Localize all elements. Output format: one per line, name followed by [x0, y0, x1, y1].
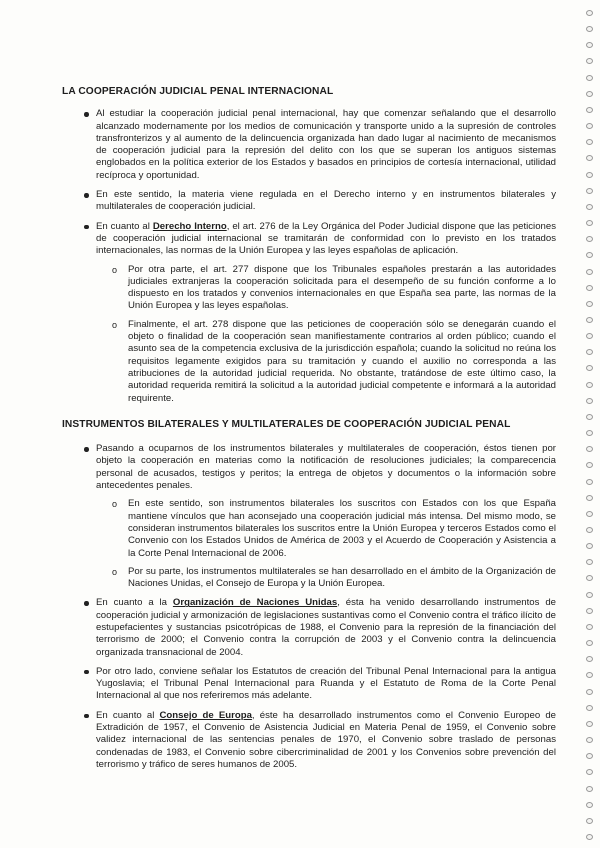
spiral-binding [582, 10, 596, 840]
binding-ring [586, 769, 593, 775]
sub-bullet-paragraph: o Por otra parte, el art. 277 dispone que los Tribunales españoles prestarán a las autoridades judiciales extranjeras la cooperación solicitada para el desempeño de su función conforme a lo dispuesto en los tratados y convenios internacionales en que España sea parte, las normas de la Unión Europea y las leyes españolas. [96, 264, 556, 313]
binding-ring [586, 10, 593, 16]
paragraph-text: En cuanto al [96, 709, 160, 721]
derecho-interno-term: Derecho Interno [152, 220, 227, 232]
binding-ring [586, 479, 593, 485]
binding-ring [586, 705, 593, 711]
binding-ring [586, 172, 593, 178]
paragraph-text: Pasando a ocuparnos de los instrumentos bilaterales y multilaterales de cooperación, éstos tienen por objeto la cooperación en materias como la notificación de resoluciones judiciales; la comparecencia personal de acusados, testigos y peritos; la entrega de objetos y documentos o la información sobre antecedentes penales. [96, 443, 556, 492]
bullet-paragraph [64, 597, 556, 658]
sub-bullet-list [96, 498, 556, 590]
binding-ring [586, 786, 593, 792]
sub-bullet-list [96, 264, 556, 405]
sub-bullet-paragraph: o Por su parte, los instrumentos multilaterales se han desarrollado en el ámbito de la Organización de Naciones Unidas, el Consejo de Europa y la Unión Europea. [96, 566, 556, 591]
binding-ring [586, 91, 593, 97]
binding-ring [586, 834, 593, 840]
paragraph-text: , el art. 276 de la Ley Orgánica del Poder Judicial dispone que las peticiones de cooperación judicial internacional se tramitarán de conformidad con lo previsto en los tratados internacionales, las normas de la Unión Europea y las leyes españolas de aplicación. [96, 220, 556, 257]
binding-ring [586, 559, 593, 565]
binding-ring [586, 543, 593, 549]
binding-ring [586, 333, 593, 339]
binding-ring [586, 818, 593, 824]
section2-bullet-list [64, 443, 556, 771]
binding-ring [586, 301, 593, 307]
binding-ring [586, 317, 593, 323]
binding-ring [586, 220, 593, 226]
onu-term: Organización de Naciones Unidas [172, 597, 338, 609]
bullet-paragraph: Al estudiar la cooperación judicial penal internacional, hay que comenzar señalando que el desarrollo alcanzado modernamente por los medios de comunicación y transporte unido a la supresión de controles transfronterizos y al aumento de la delincuencia organizada han dado lugar al nacimiento de mecanismos de cooperación judicial para la represión del delito con los que se superan los antiguos sistemas englobados en la política exterior de los Estados y basados en principios de cortesía internacional, utilidad recíproca y oportunidad. [64, 108, 556, 182]
document-body [64, 86, 556, 778]
binding-ring [586, 624, 593, 630]
paragraph-text: , ésta ha venido desarrollando instrumentos de cooperación judicial y armonización de legislaciones sustantivas como el Convenio contra el tráfico ilícito de estupefacientes y sustancias psicotrópicas de 1988, el Convenio para la represión de la financiación del terrorismo de 2000; el Convenio contra la corrupción de 2003 y el Convenio contra la delincuencia organizada transnacional de 2004. [96, 597, 556, 658]
sub-bullet-paragraph: o Finalmente, el art. 278 dispone que las peticiones de cooperación sólo se denegarán cuando el objeto o finalidad de la cooperación sean manifiestamente contrarios al orden público; cuando el asunto sea de la competencia exclusiva de la jurisdicción española; cuando la solicitud no reúna los requisitos legamente exigidos para su tramitación y cuando el auxilio no corresponda a las atribuciones de la autoridad judicial requerida. No obstante, tratándose de este último caso, la autoridad requerida remitirá la solicitud a la autoridad judicial competente e informará a la autoridad requirente. [96, 319, 556, 405]
paragraph-text: En cuanto al [96, 220, 153, 232]
binding-ring [586, 155, 593, 161]
binding-ring [586, 753, 593, 759]
binding-ring [586, 640, 593, 646]
binding-ring [586, 511, 593, 517]
binding-ring [586, 75, 593, 81]
binding-ring [586, 365, 593, 371]
section1-bullet-list [64, 108, 556, 405]
binding-ring [586, 430, 593, 436]
binding-ring [586, 349, 593, 355]
binding-ring [586, 382, 593, 388]
binding-ring [586, 269, 593, 275]
binding-ring [586, 188, 593, 194]
binding-ring [586, 123, 593, 129]
consejo-europa-term: Consejo de Europa [159, 709, 252, 721]
binding-ring [586, 672, 593, 678]
bullet-paragraph [64, 221, 556, 405]
bullet-paragraph [64, 710, 556, 771]
binding-ring [586, 107, 593, 113]
paragraph-text: , éste ha desarrollado instrumentos como el Convenio Europeo de Extradición de 1957, el Convenio de Asistencia Judicial en Materia Penal de 1959, el Convenio sobre validez internacional de las sentencias penales de 1970, el Convenio sobre traslado de personas condenadas de 1983, el Convenio sobre cibercriminalidad de 2001 y los Convenios sobre prevención del terrorismo y tráfico de seres humanos de 2005. [96, 709, 556, 770]
bullet-paragraph: Por otro lado, conviene señalar los Estatutos de creación del Tribunal Penal Internacional para la antigua Yugoslavia; el Tribunal Penal Internacional para Ruanda y el Estatuto de Roma de la Corte Penal Internacional al que nos referiremos más adelante. [64, 666, 556, 703]
binding-ring [586, 398, 593, 404]
section-heading-cooperacion: LA COOPERACIÓN JUDICIAL PENAL INTERNACIONAL [62, 86, 334, 97]
binding-ring [586, 737, 593, 743]
binding-ring [586, 802, 593, 808]
binding-ring [586, 139, 593, 145]
binding-ring [586, 58, 593, 64]
binding-ring [586, 592, 593, 598]
section-heading-instrumentos: INSTRUMENTOS BILATERALES Y MULTILATERALES DE COOPERACIÓN JUDICIAL PENAL [62, 418, 511, 430]
binding-ring [586, 656, 593, 662]
binding-ring [586, 495, 593, 501]
binding-ring [586, 252, 593, 258]
binding-ring [586, 26, 593, 32]
binding-ring [586, 575, 593, 581]
binding-ring [586, 527, 593, 533]
binding-ring [586, 721, 593, 727]
binding-ring [586, 462, 593, 468]
binding-ring [586, 414, 593, 420]
binding-ring [586, 42, 593, 48]
paragraph-text: En cuanto a la [96, 597, 173, 609]
bullet-paragraph: En este sentido, la materia viene regulada en el Derecho interno y en instrumentos bilaterales y multilaterales de cooperación judicial. [64, 189, 556, 214]
binding-ring [586, 446, 593, 452]
binding-ring [586, 608, 593, 614]
binding-ring [586, 236, 593, 242]
binding-ring [586, 689, 593, 695]
binding-ring [586, 285, 593, 291]
sub-bullet-paragraph: o En este sentido, son instrumentos bilaterales los suscritos con Estados con los que España mantiene vínculos que han aconsejado una cooperación judicial más intensa. Del mismo modo, se consideran instrumentos bilaterales los suscritos entre la Unión Europea y terceros Estados como el Convenio con los Estados Unidos de América de 2003 y el Acuerdo de Cooperación y Asistencia a la Corte Penal Internacional de 2006. [96, 498, 556, 559]
binding-ring [586, 204, 593, 210]
bullet-paragraph [64, 443, 556, 590]
